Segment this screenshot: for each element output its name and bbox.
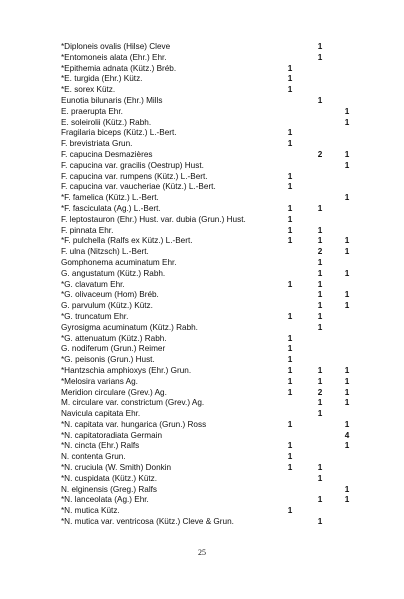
count-col-2: 2 — [317, 247, 323, 257]
species-name: *E. sorex Kütz. — [61, 85, 116, 95]
count-col-2 — [305, 441, 335, 452]
count-col-1: 1 — [287, 365, 293, 375]
species-name: Eunotia bilunaris (Ehr.) Mills — [61, 95, 163, 105]
count-col-1: 1 — [287, 139, 293, 149]
count-col-1: 1 — [287, 203, 293, 213]
count-col-3 — [335, 258, 359, 269]
count-col-3 — [335, 280, 359, 291]
table-row — [61, 517, 359, 528]
table-row — [61, 107, 359, 118]
count-col-3 — [335, 128, 359, 139]
species-name: M. circulare var. constrictum (Grev.) Ag. — [61, 398, 205, 408]
table-row — [61, 506, 359, 517]
table-row — [61, 441, 359, 452]
table-row — [61, 344, 359, 355]
table-row — [61, 96, 359, 107]
count-col-1: 1 — [287, 236, 293, 246]
count-col-3: 1 — [344, 387, 350, 397]
count-col-1: 1 — [287, 506, 293, 516]
count-col-1 — [275, 247, 305, 258]
count-col-2: 1 — [317, 311, 323, 321]
count-col-3: 1 — [344, 484, 350, 494]
table-row — [61, 323, 359, 334]
count-col-3 — [335, 53, 359, 64]
count-col-1 — [275, 53, 305, 64]
table-row — [61, 452, 359, 463]
count-col-3 — [335, 409, 359, 420]
species-name: Fragilaria biceps (Kütz.) L.-Bert. — [61, 128, 177, 138]
species-name: F. capucina var. vaucheriae (Kütz.) L.-Bert. — [61, 182, 216, 192]
table-row — [61, 64, 359, 75]
table-row — [61, 139, 359, 150]
count-col-3: 1 — [344, 160, 350, 170]
species-name: *F. pulchella (Ralfs ex Kütz.) L.-Bert. — [61, 236, 193, 246]
table-row — [61, 204, 359, 215]
count-col-2 — [305, 161, 335, 172]
count-col-1 — [275, 323, 305, 334]
count-col-2 — [305, 85, 335, 96]
table-row — [61, 388, 359, 399]
species-name: Navicula capitata Ehr. — [61, 409, 141, 419]
count-col-1 — [275, 290, 305, 301]
table-row — [61, 301, 359, 312]
count-col-1: 1 — [287, 279, 293, 289]
count-col-1 — [275, 107, 305, 118]
count-col-3: 1 — [344, 247, 350, 257]
count-col-3 — [335, 74, 359, 85]
count-col-1 — [275, 193, 305, 204]
count-col-1 — [275, 485, 305, 496]
species-name: *Epithemia adnata (Kütz.) Bréb. — [61, 63, 177, 73]
count-col-2: 1 — [317, 42, 323, 51]
count-col-2 — [305, 344, 335, 355]
species-name: N. contenta Grun. — [61, 452, 126, 462]
count-col-2 — [305, 118, 335, 129]
species-name: *N. capitatoradiata Germain — [61, 430, 163, 440]
species-name: *E. turgida (Ehr.) Kütz. — [61, 74, 143, 84]
count-col-2: 1 — [317, 301, 323, 311]
table-row — [61, 258, 359, 269]
count-col-2 — [305, 420, 335, 431]
count-col-3 — [335, 85, 359, 96]
table-row — [61, 42, 359, 53]
species-name: F. ulna (Nitzsch) L.-Bert. — [61, 247, 149, 257]
table-row — [61, 85, 359, 96]
count-col-1 — [275, 42, 305, 53]
species-name: *G. olivaceum (Hom) Bréb. — [61, 290, 159, 300]
count-col-2: 1 — [317, 52, 323, 62]
species-name: Meridion circulare (Grev.) Ag. — [61, 387, 167, 397]
count-col-1: 1 — [287, 128, 293, 138]
count-col-3 — [335, 312, 359, 323]
count-col-3: 1 — [344, 441, 350, 451]
table-row — [61, 128, 359, 139]
table-row — [61, 53, 359, 64]
count-col-2: 1 — [317, 95, 323, 105]
table-row — [61, 463, 359, 474]
count-col-2: 1 — [317, 409, 323, 419]
count-col-2 — [305, 139, 335, 150]
table-row — [61, 226, 359, 237]
count-col-1: 1 — [287, 311, 293, 321]
table-row — [61, 161, 359, 172]
species-name: *N. cruciula (W. Smith) Donkin — [61, 463, 172, 473]
count-col-3 — [335, 344, 359, 355]
table-row — [61, 247, 359, 258]
count-col-3: 1 — [344, 290, 350, 300]
count-col-2 — [305, 107, 335, 118]
species-name: F. leptostauron (Ehr.) Hust. var. dubia (Grun.) Hust. — [61, 214, 246, 224]
count-col-1: 1 — [287, 344, 293, 354]
table-row — [61, 193, 359, 204]
count-col-2: 1 — [317, 257, 323, 267]
count-col-1 — [275, 474, 305, 485]
count-col-1 — [275, 150, 305, 161]
count-col-2: 1 — [317, 376, 323, 386]
species-name: *Hantzschia amphioxys (Ehr.) Grun. — [61, 365, 192, 375]
table-row — [61, 280, 359, 291]
count-col-3: 1 — [344, 149, 350, 159]
table-row — [61, 355, 359, 366]
count-col-2 — [305, 431, 335, 442]
count-col-3 — [335, 182, 359, 193]
species-name: *F. fasciculata (Ag.) L.-Bert. — [61, 203, 161, 213]
species-name: *Diploneis ovalis (Hilse) Cleve — [61, 42, 171, 51]
count-col-1: 1 — [287, 355, 293, 365]
count-col-3: 1 — [344, 419, 350, 429]
species-name: F. capucina var. rumpens (Kütz.) L.-Bert. — [61, 171, 208, 181]
table-row — [61, 474, 359, 485]
species-name: *G. attenuatum (Kütz.) Rabh. — [61, 333, 167, 343]
table-row — [61, 290, 359, 301]
count-col-1: 1 — [287, 225, 293, 235]
count-col-3: 4 — [344, 430, 350, 440]
count-col-3 — [335, 204, 359, 215]
count-col-1: 1 — [287, 171, 293, 181]
species-name: *Entomoneis alata (Ehr.) Ehr. — [61, 52, 167, 62]
species-name: F. capucina Desmazières — [61, 149, 153, 159]
table-row — [61, 398, 359, 409]
count-col-2 — [305, 182, 335, 193]
count-col-1 — [275, 431, 305, 442]
count-col-1 — [275, 96, 305, 107]
species-name: G. angustatum (Kütz.) Rabh. — [61, 268, 166, 278]
count-col-3 — [335, 215, 359, 226]
count-col-3 — [335, 517, 359, 528]
count-col-3 — [335, 172, 359, 183]
count-col-3 — [335, 64, 359, 75]
count-col-3 — [335, 323, 359, 334]
count-col-3 — [335, 96, 359, 107]
count-col-1: 1 — [287, 85, 293, 95]
count-col-3: 1 — [344, 376, 350, 386]
species-name: *Melosira varians Ag. — [61, 376, 138, 386]
count-col-3 — [335, 139, 359, 150]
species-name: Gyrosigma acuminatum (Kütz.) Rabh. — [61, 322, 198, 332]
species-name: *G. truncatum Ehr. — [61, 311, 129, 321]
table-row — [61, 495, 359, 506]
table-row — [61, 269, 359, 280]
count-col-2: 1 — [317, 322, 323, 332]
count-col-1 — [275, 495, 305, 506]
count-col-3: 1 — [344, 106, 350, 116]
count-col-1: 1 — [287, 419, 293, 429]
count-col-1 — [275, 301, 305, 312]
count-col-1 — [275, 118, 305, 129]
count-col-2: 1 — [317, 203, 323, 213]
species-table-body — [61, 42, 359, 528]
count-col-2: 2 — [317, 387, 323, 397]
count-col-1: 1 — [287, 387, 293, 397]
species-name: *N. capitata var. hungarica (Grun.) Ross — [61, 419, 207, 429]
count-col-2 — [305, 485, 335, 496]
species-name: F. pinnata Ehr. — [61, 225, 114, 235]
count-col-2 — [305, 172, 335, 183]
species-name: F. brevistriata Grun. — [61, 139, 133, 149]
count-col-2 — [305, 128, 335, 139]
table-row — [61, 74, 359, 85]
table-row — [61, 366, 359, 377]
count-col-1: 1 — [287, 333, 293, 343]
count-col-2: 1 — [317, 236, 323, 246]
count-col-3: 1 — [344, 301, 350, 311]
count-col-3 — [335, 355, 359, 366]
species-name: *N. mutica Kütz. — [61, 506, 120, 516]
count-col-1: 1 — [287, 452, 293, 462]
count-col-1 — [275, 258, 305, 269]
table-row — [61, 485, 359, 496]
count-col-1 — [275, 398, 305, 409]
species-name: G. parvulum (Kütz.) Kütz. — [61, 301, 153, 311]
count-col-3 — [335, 226, 359, 237]
table-row — [61, 172, 359, 183]
count-col-1 — [275, 517, 305, 528]
table-row — [61, 236, 359, 247]
count-col-2: 1 — [317, 495, 323, 505]
count-col-2 — [305, 334, 335, 345]
count-col-3 — [335, 463, 359, 474]
count-col-1: 1 — [287, 463, 293, 473]
count-col-2 — [305, 64, 335, 75]
table-row — [61, 409, 359, 420]
species-name: E. praerupta Ehr. — [61, 106, 123, 116]
count-col-2: 1 — [317, 279, 323, 289]
table-row — [61, 377, 359, 388]
species-name: E. soleirolii (Kütz.) Rabh. — [61, 117, 152, 127]
species-name: *N. cincta (Ehr.) Ralfs — [61, 441, 140, 451]
count-col-2: 1 — [317, 290, 323, 300]
count-col-3 — [335, 474, 359, 485]
species-name: *N. lanceolata (Ag.) Ehr. — [61, 495, 149, 505]
count-col-3: 1 — [344, 268, 350, 278]
count-col-2: 2 — [317, 149, 323, 159]
count-col-1 — [275, 161, 305, 172]
count-col-2 — [305, 193, 335, 204]
count-col-2 — [305, 506, 335, 517]
table-row — [61, 118, 359, 129]
count-col-2: 1 — [317, 463, 323, 473]
count-col-1 — [275, 409, 305, 420]
count-col-3 — [335, 452, 359, 463]
species-name: Gomphonema acuminatum Ehr. — [61, 257, 177, 267]
count-col-3: 1 — [344, 193, 350, 203]
count-col-3 — [335, 42, 359, 53]
count-col-1: 1 — [287, 214, 293, 224]
count-col-2 — [305, 355, 335, 366]
count-col-1: 1 — [287, 63, 293, 73]
species-name: G. nodiferum (Grun.) Reimer — [61, 344, 166, 354]
table-row — [61, 334, 359, 345]
count-col-3: 1 — [344, 236, 350, 246]
count-col-2: 1 — [317, 268, 323, 278]
species-name: N. elginensis (Greg.) Ralfs — [61, 484, 158, 494]
table-row — [61, 420, 359, 431]
count-col-2: 1 — [317, 473, 323, 483]
page-number: 25 — [198, 548, 206, 557]
count-col-1: 1 — [287, 376, 293, 386]
count-col-2 — [305, 74, 335, 85]
count-col-3: 1 — [344, 365, 350, 375]
table-row — [61, 182, 359, 193]
table-row — [61, 431, 359, 442]
count-col-2 — [305, 452, 335, 463]
count-col-2: 1 — [317, 365, 323, 375]
count-col-2: 1 — [317, 398, 323, 408]
species-table — [61, 42, 359, 528]
species-name: *G. clavatum Ehr. — [61, 279, 125, 289]
count-col-1: 1 — [287, 441, 293, 451]
count-col-3: 1 — [344, 495, 350, 505]
count-col-1 — [275, 269, 305, 280]
species-name: F. capucina var. gracilis (Oestrup) Hust. — [61, 160, 204, 170]
species-name: *N. cuspidata (Kütz.) Kütz. — [61, 473, 158, 483]
table-row — [61, 215, 359, 226]
count-col-2: 1 — [317, 517, 323, 527]
species-name: *F. famelica (Kütz.) L.-Bert. — [61, 193, 159, 203]
count-col-3 — [335, 334, 359, 345]
count-col-3 — [335, 506, 359, 517]
count-col-1: 1 — [287, 182, 293, 192]
count-col-1: 1 — [287, 74, 293, 84]
species-name: *N. mutica var. ventricosa (Kütz.) Cleve & Grun. — [61, 517, 234, 527]
species-name: *G. peisonis (Grun.) Hust. — [61, 355, 155, 365]
table-row — [61, 150, 359, 161]
count-col-3: 1 — [344, 117, 350, 127]
count-col-2 — [305, 215, 335, 226]
count-col-3: 1 — [344, 398, 350, 408]
table-row — [61, 312, 359, 323]
count-col-2: 1 — [317, 225, 323, 235]
